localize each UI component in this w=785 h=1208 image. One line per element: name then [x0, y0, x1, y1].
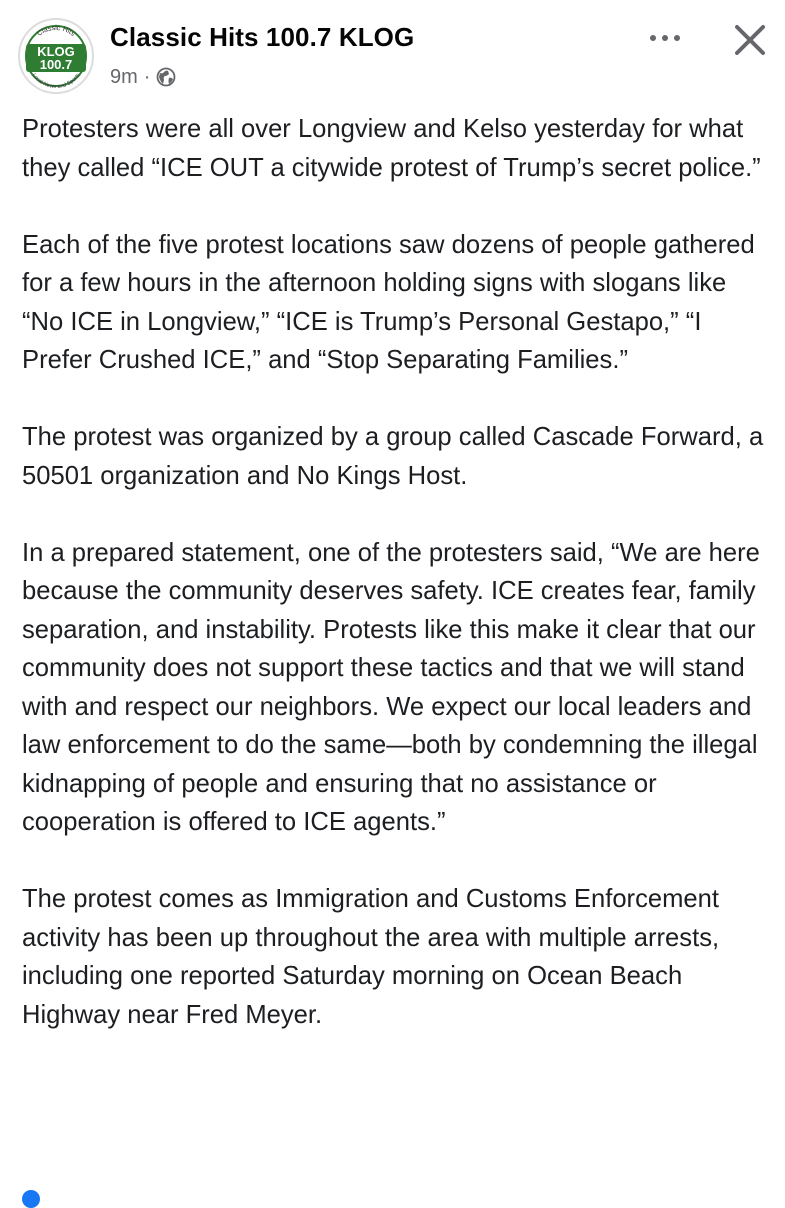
- more-dots-icon: [650, 35, 656, 41]
- close-icon[interactable]: [728, 18, 772, 62]
- logo-call-sign: KLOG: [37, 44, 75, 59]
- post-paragraph: The protest was organized by a group called Cascade Forward, a 50501 organization and No Kings Host.: [22, 423, 764, 490]
- post-paragraph: Each of the five protest locations saw dozens of people gathered for a few hours in the afternoon holding signs with slogans like “No ICE in Longview,” “ICE is Trump’s Personal Gestapo,” “I Prefer Crushed ICE,” and “Stop Separating Families.”: [22, 230, 755, 374]
- logo-frequency: 100.7: [39, 57, 73, 72]
- klog-logo: [20, 20, 92, 92]
- reaction-icon: [22, 1190, 40, 1208]
- post-paragraph: In a prepared statement, one of the protesters said, “We are here because the community deserves safety. ICE creates fear, family separation, and instability. Protests like this make it clear that our community does not support these tactics and that we will stand with and respect our neighbors. We expect our local leaders and law enforcement to do the same—both by condemning the illegal kidnapping of people and ensuring that no assistance or cooperation is offered to ICE agents.”: [22, 538, 760, 836]
- post-text: [22, 110, 772, 1073]
- more-options-button[interactable]: [643, 24, 687, 52]
- more-dots-icon: [662, 35, 668, 41]
- globe-icon: [156, 67, 176, 87]
- post-paragraph: The protest comes as Immigration and Customs Enforcement activity has been up throughout the area with multiple arrests, including one reported Saturday morning on Ocean Beach Highway near Fred Meyer.: [22, 885, 720, 1029]
- page-avatar[interactable]: [18, 18, 94, 94]
- post-meta: [110, 64, 176, 90]
- meta-separator: ·: [143, 65, 151, 88]
- post-time[interactable]: 9m: [110, 65, 138, 88]
- logo-bottom-text: Local News and Sports: [30, 72, 82, 91]
- page-name[interactable]: Classic Hits 100.7 KLOG: [110, 22, 415, 52]
- more-dots-icon: [674, 35, 680, 41]
- post-paragraph: Protesters were all over Longview and Kelso yesterday for what they called “ICE OUT a citywide protest of Trump’s secret police.”: [22, 115, 761, 182]
- logo-top-text: Classic Hits: [36, 24, 76, 38]
- post-header: [0, 0, 785, 110]
